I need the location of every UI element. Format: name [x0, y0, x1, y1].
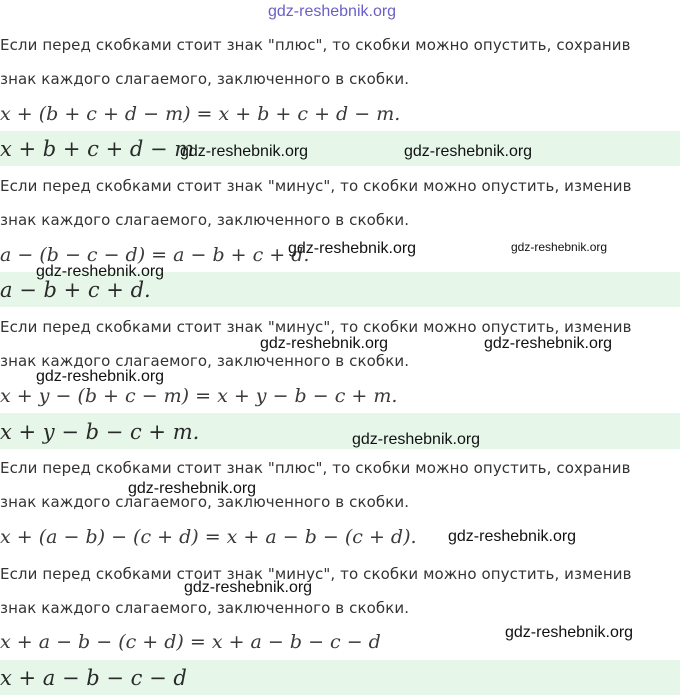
watermark: gdz-reshebnik.org: [448, 528, 577, 545]
result-expression: x + y − b − c + m.: [0, 420, 200, 444]
watermark: gdz-reshebnik.org: [128, 480, 257, 497]
rule-text: Если перед скобками стоит знак "плюс", то скобки можно опустить, сохранив: [0, 459, 631, 477]
equation: a − (b − c − d) = a − b + c + d.: [0, 244, 310, 266]
equation: x + y − (b + c − m) = x + y − b − c + m.: [0, 385, 398, 407]
watermark: gdz-reshebnik.org: [260, 335, 389, 352]
watermark: gdz-reshebnik.org: [505, 624, 634, 641]
watermark: gdz-reshebnik.org: [352, 431, 481, 448]
equation: x + (a − b) − (c + d) = x + a − b − (c + d).: [0, 526, 417, 548]
watermark: gdz-reshebnik.org: [36, 368, 165, 385]
watermark: gdz-reshebnik.org: [511, 240, 608, 254]
result-expression: a − b + c + d.: [0, 278, 151, 302]
rule-text: знак каждого слагаемого, заключенного в скобки.: [0, 352, 410, 370]
watermark: gdz-reshebnik.org: [268, 3, 397, 20]
rule-text: Если перед скобками стоит знак "минус", то скобки можно опустить, изменив: [0, 177, 632, 195]
result-expression: x + a − b − c − d: [0, 666, 187, 690]
watermark: gdz-reshebnik.org: [184, 579, 313, 596]
watermark: gdz-reshebnik.org: [288, 240, 417, 257]
rule-text: знак каждого слагаемого, заключенного в скобки.: [0, 211, 410, 229]
watermark: gdz-reshebnik.org: [36, 263, 165, 280]
rule-text: знак каждого слагаемого, заключенного в скобки.: [0, 493, 410, 511]
rule-text: знак каждого слагаемого, заключенного в скобки.: [0, 599, 410, 617]
equation: x + (b + c + d − m) = x + b + c + d − m.: [0, 103, 401, 125]
rule-text: Если перед скобками стоит знак "плюс", то скобки можно опустить, сохранив: [0, 36, 631, 54]
result-expression: x + b + c + d − m: [0, 137, 195, 161]
watermark: gdz-reshebnik.org: [484, 335, 613, 352]
equation: x + a − b − (c + d) = x + a − b − c − d: [0, 631, 381, 653]
rule-text: Если перед скобками стоит знак "минус", то скобки можно опустить, изменив: [0, 318, 632, 336]
rule-text: знак каждого слагаемого, заключенного в скобки.: [0, 70, 410, 88]
rule-text: Если перед скобками стоит знак "минус", то скобки можно опустить, изменив: [0, 565, 632, 583]
watermark: gdz-reshebnik.org: [180, 143, 309, 160]
watermark: gdz-reshebnik.org: [404, 143, 533, 160]
